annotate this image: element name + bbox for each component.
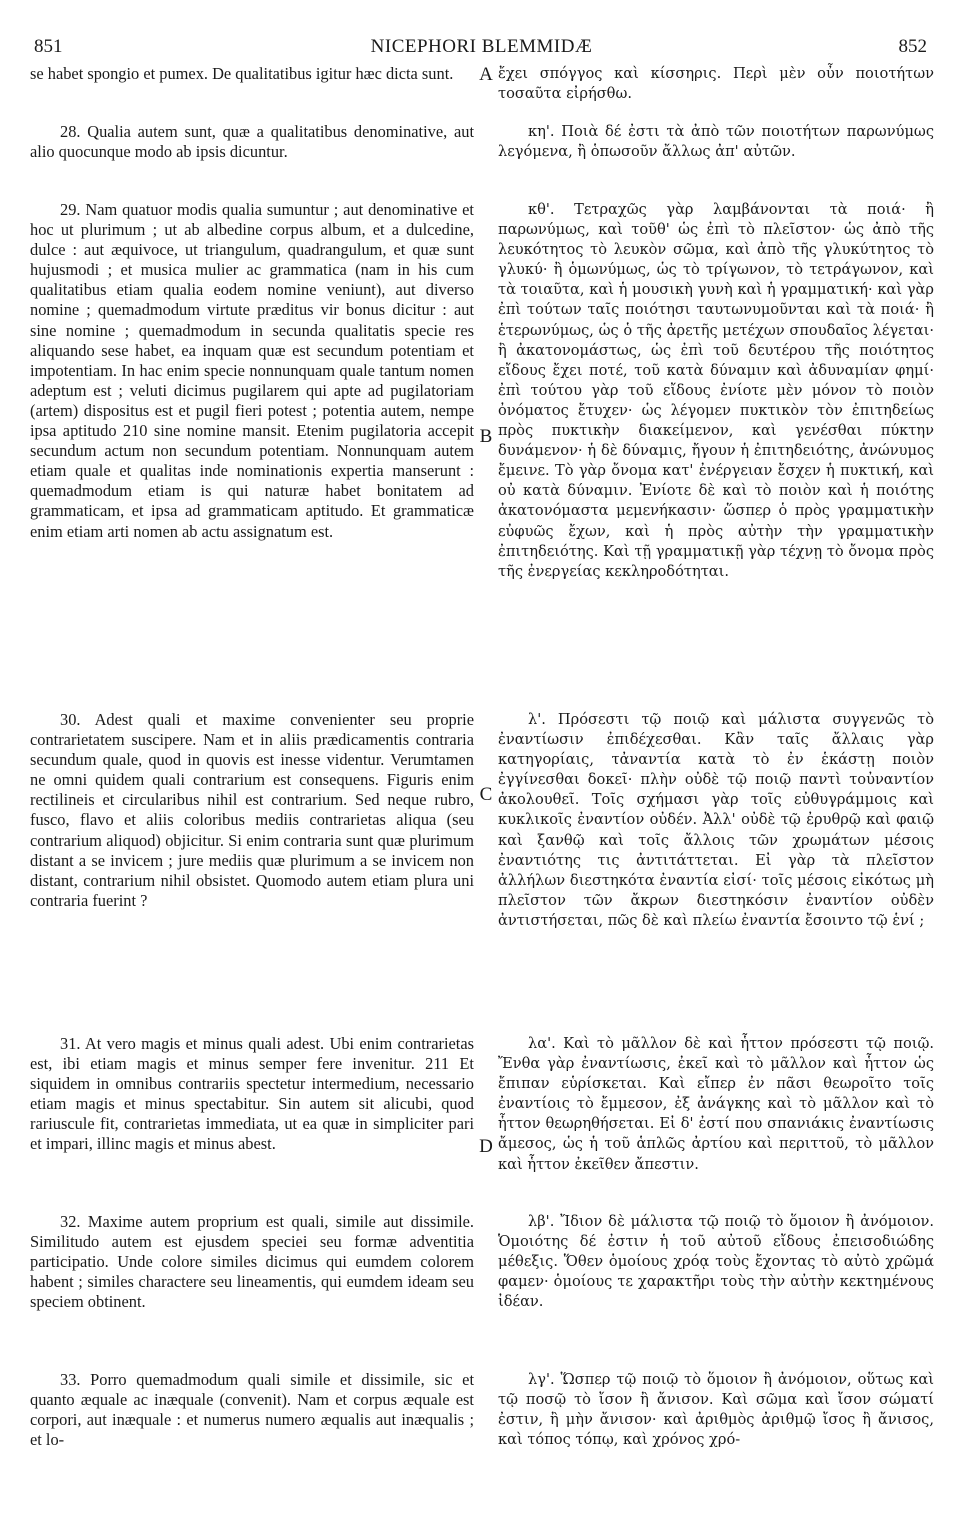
latin-paragraph: 32. Maxime autem proprium est quali, simile aut dissimile. Similitudo autem est ejusdem speciei seu formæ adventitia participatio. Unde colore similes dicimus qui eumdem colorem habent ; similes charactere seu lineamentis, qui eumdem ideam seu speciem obtinent. (30, 1212, 474, 1312)
latin-column (30, 64, 474, 1516)
greek-paragraph: κη'. Ποιὰ δέ ἐστι τὰ ἀπὸ τῶν ποιοτήτων παρωνύμως λεγόμενα, ἢ ὁπωσοῦν ἄλλως ἀπ' αὐτῶν. (498, 123, 934, 161)
greek-column (498, 64, 934, 1516)
greek-paragraph: λγ'. Ὥσπερ τῷ ποιῷ τὸ ὅμοιον ἢ ἀνόμοιον, οὕτως καὶ τῷ ποσῷ τὸ ἴσον ἢ ἄνισον. Καὶ σῶμα καὶ ἴσον σώματί ἐστιν, ἢ μὴν ἄνισον· καὶ ἀριθμὸς ἀριθμῷ ἴσος ἢ ἄνισος, καὶ τόπος τόπῳ, καὶ χρόνος χρό- (498, 1371, 934, 1449)
greek-paragraph: λβ'. Ἴδιον δὲ μάλιστα τῷ ποιῷ τὸ ὅμοιον ἢ ἀνόμοιον. Ὁμοιότης δέ ἐστιν ἡ τοῦ αὐτοῦ εἴδους ἐπεισοδιώδης μέθεξις. Ὅθεν ὁμοίους χρόᾳ τοὺς ἔχοντας τὸ αὐτὸ χρῶμά φαμεν· ὁμοίους τε χαρακτῆρι τοὺς τὴν αὐτὴν κεκτημένους ἰδέαν. (498, 1213, 934, 1311)
latin-paragraph: 29. Nam quatuor modis qualia sumuntur ; aut denominative et hoc ut plurimum ; ut ab albedine corpus album, et a dulcedine, dulce : aut æquivoce, ut triangulum, quadrangulum, et quæ sunt hujusmodi ; et musica mulier ac grammatica (nam in his cum qualitatibus etiam qualia eodem nomine veniunt), aut diverso nomine ; quemadmodum virtute præditus vir bonus dicitur : aut sine nomine ; quemadmodum in secunda qualitatis specie res aliquando sese habet, ea inquam quæ est secundum potentiam et impotentiam. In hac enim specie nonnunquam quale tantum nomen adeptum est ; veluti dicimus pugilarem qui apte ad pugilatoriam (artem) dispositus est et pugil fieri potest ; potentia autem, nempe ipsa aptitudo 210 sine nomine mansit. Etenim pugilatoria accepit secundum actum non secundum potentiam. Nonnunquam autem etiam quale et qualitas inde nominationis expertia manserunt : quemadmodum etiam is qui naturæ habet bonitatem ad grammaticam, et ipsa ad grammaticam aptitudo. Et grammaticæ enim etiam arti nomen ab actu assignatum est. (30, 200, 474, 541)
greek-paragraph: λ'. Πρόσεστι τῷ ποιῷ καὶ μάλιστα συγγενῶς τὸ ἐναντίωσιν ἐπιδέχεσθαι. Κἂν ταῖς ἄλλαις γὰρ κατηγορίαις, τἀναντία κατὰ τὸ ἐν ἑκάστῃ ποιὸν ἐγγίνεσθαι δοκεῖ· πλὴν οὐδὲ τῷ ποιῷ παντὶ τοὐναντίον ἀκολουθεῖ. Τοῖς σχήμασι γὰρ τοῖς εὐθυγράμμοις καὶ κυκλικοῖς ἐναντίον οὐδέν. Ἀλλ' οὐδὲ τῷ ἐρυθρῷ καὶ φαιῷ καὶ ξανθῷ καὶ τοῖς ἄλλοις τῶν χρωμάτων μέσοις ἐναντιότης τις ἀντιτάττεται. Εἰ γὰρ τὰ πλεῖστον ἀλλήλων διεστηκότα ἐναντία εἰσί· τοῖς μέσοις εἰκότως μὴ πλεῖστον τῶν ἄκρων διεστηκόσιν ἐναντίον οὐδὲν ἀντιστήσεται, πῶς δὲ καὶ πλείω ἐναντία ἔσοιντο τῷ ἑνί ; (498, 711, 934, 929)
latin-paragraph: se habet spongio et pumex. De qualitatibus igitur hæc dicta sunt. (30, 64, 454, 83)
page-number-left: 851 (34, 36, 63, 57)
section-marker-c: C (479, 784, 493, 805)
latin-paragraph: 31. At vero magis et minus quali adest. Ubi enim contrarietas est, ibi etiam magis et minus semper fere invenitur. 211 Et siquidem in omnibus contrariis spectetur intermedium, necessario etiam magis et minus spectabitur. Sin autem sit alicubi, quod rariuscule fit, contrarietas immediata, ut ea quæ in simpliciter pari et impari, illinc magis et minus abest. (30, 1034, 474, 1154)
running-title: NICEPHORI BLEMMIDÆ (370, 36, 593, 57)
greek-paragraph: λα'. Καὶ τὸ μᾶλλον δὲ καὶ ἧττον πρόσεστι τῷ ποιῷ. Ἔνθα γὰρ ἐναντίωσις, ἐκεῖ καὶ τὸ μᾶλλον καὶ ἧττον ὡς ἔπιπαν εὑρίσκεται. Καὶ εἴπερ ἐν πᾶσι θεωροῖτο τοῖς ἐναντίοις τὸ ἔμμεσον, ἐξ ἀνάγκης καὶ τὸ μᾶλλον καὶ τὸ ἧττον θεωρηθήσεται. Εἰ δ' ἐστί που σπανιάκις ἐναντίωσις ἄμεσος, ὡς ἡ τοῦ ἁπλῶς ἀρτίου καὶ περιττοῦ, τὸ μᾶλλον καὶ ἧττον ἐκεῖθεν ἄπεστιν. (498, 1035, 934, 1173)
page-header (32, 36, 931, 62)
latin-paragraph: 28. Qualia autem sunt, quæ a qualitatibus denominative, aut alio quocunque modo ab ipsis dicuntur. (30, 122, 474, 162)
greek-paragraph: κθ'. Τετραχῶς γὰρ λαμβάνονται τὰ ποιά· ἢ παρωνύμως, καὶ τοῦθ' ὡς ἐπὶ τὸ πλεῖστον· ὡς ἀπὸ τῆς λευκότητος τὸ λευκὸν σῶμα, καὶ ἀπὸ τῆς γλυκύτητος τὸ γλυκύ· ἢ ὁμωνύμως, ὡς τὸ τρίγωνον, τὸ τετράγωνον, καὶ τὰ τοιαῦτα, καὶ ἡ μουσικὴ γυνὴ καὶ ἡ γραμματική· καὶ γὰρ ἐπὶ τούτων ταῖς ποιότησι ταυτωνυμοῦνται καὶ τὰ ποιά· ἢ ἑτερωνύμως, ὡς ὁ τῆς ἀρετῆς μετέχων σπουδαῖος λέγεται· ἢ ἀκατονομάστως, ὡς ἐπὶ τοῦ δευτέρου τῆς ποιότητος εἴδους ἔχει ποτέ, τοῦ κατὰ δύναμιν καὶ ἀδυναμίαν φημί· ἐπὶ τούτου γὰρ τοῦ εἴδους ἐνίοτε μὲν μόνον τὸ ποιὸν ὀνόματος ἔτυχεν· ὡς λέγομεν πυκτικὸν τὸν ἐπιτηδείως πρὸς πυκτικὴν διακείμενον, καὶ γενέσθαι πύκτην δυνάμενον· ἡ δὲ δύναμις, ἤγουν ἡ ἐπιτηδειότης, ἀνώνυμος ἔμεινε. Τὸ γὰρ ὄνομα κατ' ἐνέργειαν ἔσχεν ἡ πυκτική, καὶ οὐ κατὰ δύναμιν. Ἐνίοτε δὲ καὶ τὸ ποιὸν καὶ ἡ ποιότης ἀκατονόμαστα μεμενήκασιν· ὥσπερ ὁ πρὸς γραμματικὴν εὐφυῶς ἔχων, καὶ ἡ πρὸς αὐτὴν τὴν γραμματικὴν ἐπιτηδειότης. Καὶ τῇ γραμματικῇ γὰρ τέχνῃ τὸ ὄνομα πρὸς τῆς ἐνεργείας κεκληροδότηται. (498, 201, 934, 580)
latin-paragraph: 33. Porro quemadmodum quali simile et dissimile, sic et quanto æquale ac inæquale (convenit). Nam et corpus æquale est corpori, aut inæquale : et numerus numero æqualis aut inæqualis ; et lo- (30, 1370, 474, 1450)
section-marker-a: A (479, 64, 493, 85)
section-marker-d: D (479, 1136, 493, 1157)
greek-paragraph: ἔχει σπόγγος καὶ κίσσηρις. Περὶ μὲν οὖν ποιοτήτων τοσαῦτα εἰρήσθω. (498, 65, 934, 103)
latin-paragraph: 30. Adest quali et maxime convenienter seu proprie contrarietatem suscipere. Nam et in aliis prædicamentis contraria secundum quale, quod in quovis est inesse videntur. Verumtamen ne omni quidem quali contrarium est consequens. Figuris enim rectilineis et circularibus nihil est contrarium. Sed neque rubro, fusco, flavo et aliis coloribus mediis contrarietas aliqua (seu contrarium aliquod) objicitur. Si enim contraria sunt quæ plurimum distant a se invicem ; jure mediis quæ plurimum a se invicem non distant, contrarium nihil obsistet. Quomodo autem etiam plura uni contraria fuerint ? (30, 710, 474, 910)
page-number-right: 852 (898, 36, 927, 57)
section-marker-b: B (479, 426, 493, 447)
